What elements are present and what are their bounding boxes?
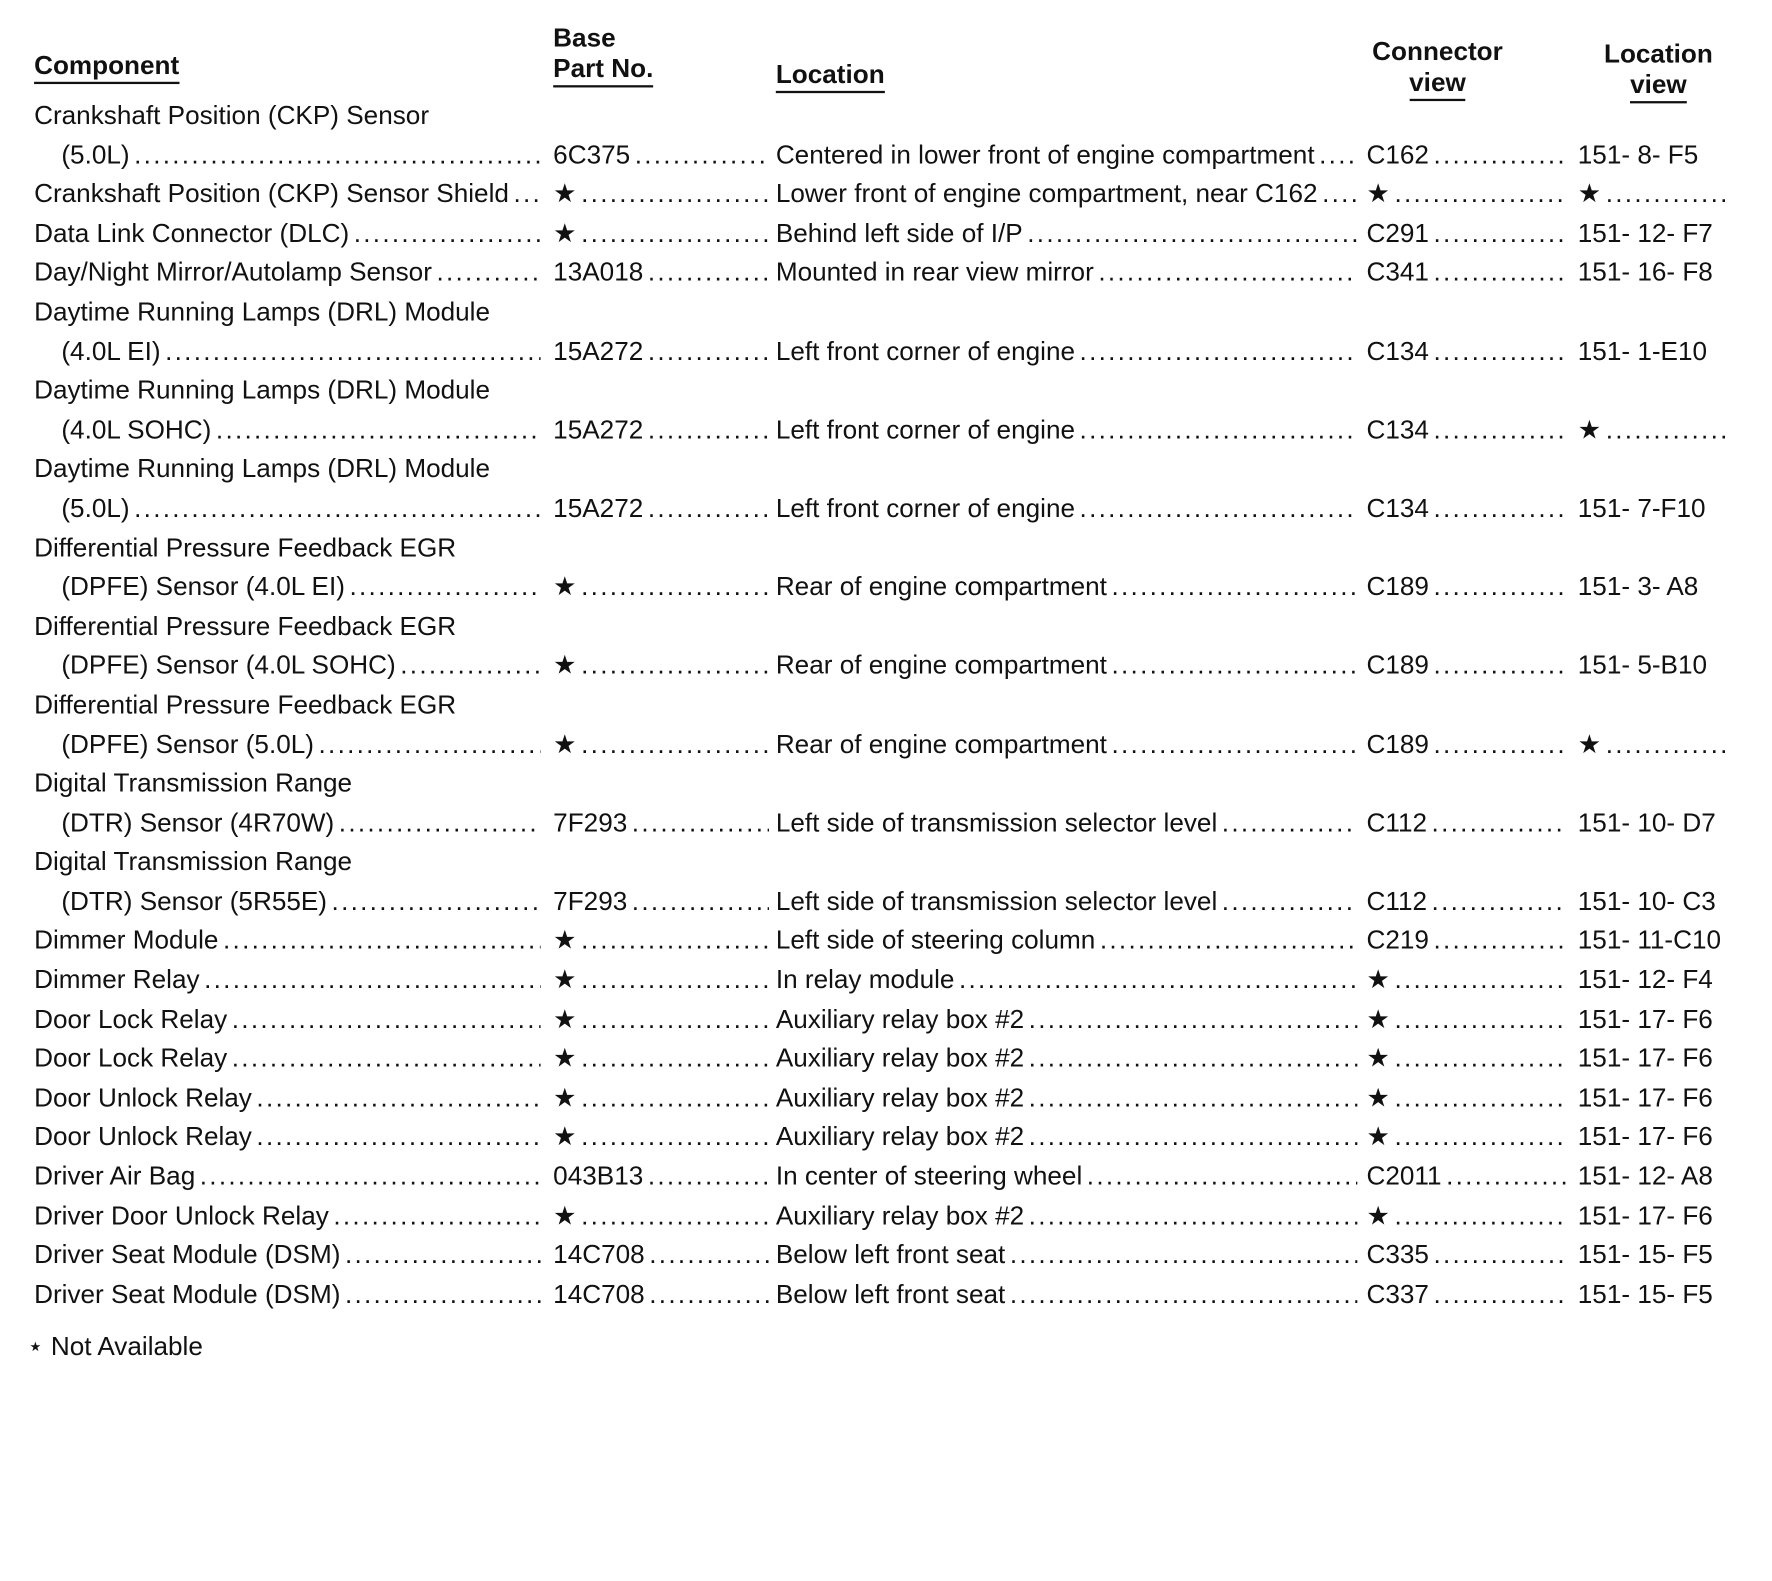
- dot-leader: [581, 724, 769, 763]
- location-view-cell: 151- 5-B10: [1577, 650, 1708, 680]
- location-view-cell: 151- 17- F6: [1577, 1200, 1713, 1230]
- header-location-view: Location view: [1602, 39, 1716, 104]
- component-cell: Daytime Running Lamps (DRL) Module: [34, 453, 491, 484]
- dot-leader: [1394, 1117, 1566, 1156]
- component-cell: Differential Pressure Feedback EGR: [34, 689, 457, 719]
- table-row: [0, 999, 1772, 1038]
- dot-leader: [333, 1196, 540, 1235]
- component-cell: Differential Pressure Feedback EGR: [34, 532, 457, 562]
- part-number-cell: ★ .....: [553, 921, 769, 960]
- dot-leader: [1433, 410, 1566, 449]
- location-cell: Rear of engine compartment .....: [776, 567, 1358, 606]
- dot-leader: [1446, 1156, 1566, 1195]
- connector-view-cell: ★ .....: [1366, 1078, 1566, 1117]
- component-cell: Driver Seat Module (DSM) .....: [34, 1235, 541, 1274]
- part-number-cell: 7F293 .....: [553, 881, 769, 920]
- dot-leader: [400, 646, 540, 685]
- table-row: [0, 292, 1772, 331]
- connector-view-cell: ★ .....: [1366, 999, 1566, 1038]
- dot-leader: [134, 135, 541, 174]
- dot-leader: [581, 174, 769, 213]
- dot-leader: [1433, 1235, 1566, 1274]
- dot-leader: [232, 1038, 541, 1077]
- table-row: [0, 960, 1772, 999]
- part-number-cell: ★ .....: [553, 724, 769, 763]
- dot-leader: [216, 410, 541, 449]
- dot-leader: [1606, 174, 1731, 213]
- connector-view-cell: ★ .....: [1366, 174, 1566, 213]
- location-view-cell: 151- 12- F4: [1577, 964, 1713, 994]
- dot-leader: [649, 1235, 769, 1274]
- dot-leader: [1433, 1274, 1566, 1313]
- table-row: [0, 1235, 1772, 1274]
- connector-view-cell: C112 .....: [1366, 881, 1566, 920]
- connector-view-cell: C341 .....: [1366, 253, 1566, 292]
- location-view-cell: 151- 3- A8: [1577, 571, 1699, 602]
- dot-leader: [1394, 174, 1566, 213]
- dot-leader: [1029, 1196, 1358, 1235]
- dot-leader: [345, 1235, 541, 1274]
- dot-leader: [1394, 1078, 1566, 1117]
- dot-leader: [339, 803, 541, 842]
- table-row: [0, 135, 1772, 174]
- part-number-cell: 6C375 .....: [553, 135, 769, 174]
- dot-leader: [1222, 803, 1358, 842]
- dot-leader: [165, 331, 541, 370]
- dot-leader: [345, 1274, 541, 1313]
- connector-view-cell: C134 .....: [1366, 488, 1566, 527]
- dot-leader: [1433, 213, 1566, 252]
- location-view-cell: 151- 16- F8: [1577, 257, 1713, 287]
- dot-leader: [959, 960, 1357, 999]
- dot-leader: [632, 881, 769, 920]
- table-row: [0, 1274, 1772, 1313]
- location-view-cell: 151- 15- F5: [1577, 1278, 1713, 1309]
- location-cell: Auxiliary relay box #2 .....: [776, 1117, 1358, 1156]
- dot-leader: [635, 135, 769, 174]
- location-view-cell: 151- 11-C10: [1577, 925, 1722, 955]
- dot-leader: [1029, 1078, 1358, 1117]
- component-cell: Day/Night Mirror/Autolamp Sensor .....: [34, 253, 541, 292]
- dot-leader: [332, 881, 541, 920]
- connector-view-cell: C337 .....: [1366, 1274, 1566, 1313]
- component-cell: Door Lock Relay .....: [34, 999, 541, 1038]
- component-table: [0, 95, 1772, 1313]
- table-row: [0, 1156, 1772, 1195]
- dot-leader: [513, 174, 540, 213]
- dot-leader: [1394, 999, 1566, 1038]
- table-row: [0, 1196, 1772, 1235]
- part-number-cell: ★ .....: [553, 567, 769, 606]
- table-row: [0, 1038, 1772, 1077]
- location-cell: Rear of engine compartment .....: [776, 724, 1358, 763]
- component-cell: Door Lock Relay .....: [34, 1038, 541, 1077]
- connector-view-cell: ★ .....: [1366, 1196, 1566, 1235]
- dot-leader: [204, 960, 541, 999]
- part-number-cell: 7F293 .....: [553, 803, 769, 842]
- table-row: [0, 763, 1772, 802]
- dot-leader: [581, 921, 769, 960]
- part-number-cell: ★ .....: [553, 960, 769, 999]
- component-cell: (4.0L SOHC) .....: [61, 410, 540, 449]
- component-cell: (DTR) Sensor (5R55E) .....: [61, 881, 540, 920]
- connector-view-cell: C219 .....: [1366, 921, 1566, 960]
- table-row: [0, 213, 1772, 252]
- component-cell: Dimmer Module .....: [34, 921, 541, 960]
- table-row: [0, 410, 1772, 449]
- dot-leader: [1029, 999, 1358, 1038]
- table-row: [0, 370, 1772, 409]
- part-number-cell: ★ .....: [553, 999, 769, 1038]
- table-row: [0, 1078, 1772, 1117]
- part-number-cell: ★ .....: [553, 1196, 769, 1235]
- location-view-cell: 151- 17- F6: [1577, 1043, 1713, 1073]
- location-cell: Centered in lower front of engine compartment .....: [776, 135, 1358, 174]
- dot-leader: [581, 999, 769, 1038]
- dot-leader: [1433, 567, 1566, 606]
- table-row: [0, 331, 1772, 370]
- table-row: [0, 842, 1772, 881]
- location-cell: Mounted in rear view mirror .....: [776, 253, 1358, 292]
- dot-leader: [1111, 567, 1357, 606]
- dot-leader: [581, 567, 769, 606]
- dot-leader: [632, 803, 769, 842]
- part-number-cell: 15A272 .....: [553, 488, 769, 527]
- part-number-cell: 15A272 .....: [553, 331, 769, 370]
- dot-leader: [1100, 921, 1358, 960]
- component-cell: Driver Air Bag .....: [34, 1156, 541, 1195]
- component-cell: Differential Pressure Feedback EGR: [34, 610, 457, 641]
- location-view-cell: 151- 7-F10: [1577, 492, 1706, 523]
- dot-leader: [648, 1156, 769, 1195]
- component-cell: (4.0L EI) .....: [61, 331, 540, 370]
- dot-leader: [581, 1117, 769, 1156]
- table-row: [0, 253, 1772, 292]
- dot-leader: [648, 253, 769, 292]
- connector-view-cell: C189 .....: [1366, 646, 1566, 685]
- part-number-cell: ★ .....: [553, 213, 769, 252]
- connector-view-cell: C291 .....: [1366, 213, 1566, 252]
- dot-leader: [1098, 253, 1357, 292]
- location-cell: Below left front seat .....: [776, 1274, 1358, 1313]
- dot-leader: [648, 488, 769, 527]
- dot-leader: [581, 213, 769, 252]
- location-view-cell: 151- 12- A8: [1577, 1160, 1713, 1191]
- location-view-cell: 151- 12- F7: [1577, 217, 1713, 248]
- component-cell: (DPFE) Sensor (4.0L SOHC) .....: [61, 646, 540, 685]
- dot-leader: [1394, 1196, 1566, 1235]
- header-connector-view: Connector view: [1366, 36, 1508, 101]
- table-row: [0, 95, 1772, 134]
- location-view-cell: 151- 17- F6: [1577, 1082, 1713, 1112]
- dot-leader: [1029, 1117, 1358, 1156]
- component-cell: (DPFE) Sensor (5.0L) .....: [61, 724, 540, 763]
- dot-leader: [319, 724, 541, 763]
- location-cell: Auxiliary relay box #2 .....: [776, 999, 1358, 1038]
- part-number-cell: ★ .....: [553, 1038, 769, 1077]
- location-cell: Left side of transmission selector level .....: [776, 881, 1358, 920]
- dot-leader: [648, 410, 769, 449]
- connector-view-cell: C112 .....: [1366, 803, 1566, 842]
- location-cell: Left front corner of engine .....: [776, 331, 1358, 370]
- dot-leader: [1606, 724, 1731, 763]
- dot-leader: [1433, 921, 1566, 960]
- dot-leader: [1087, 1156, 1358, 1195]
- location-cell: Lower front of engine compartment, near C162 .....: [776, 174, 1358, 213]
- location-view-cell: ★ .....: [1578, 724, 1731, 763]
- location-cell: Behind left side of I/P .....: [776, 213, 1358, 252]
- table-row: [0, 921, 1772, 960]
- header-location: Location: [776, 59, 885, 93]
- component-cell: Data Link Connector (DLC) .....: [34, 213, 541, 252]
- dot-leader: [1433, 646, 1566, 685]
- dot-leader: [1322, 174, 1357, 213]
- table-row: [0, 449, 1772, 488]
- table-row: [0, 1117, 1772, 1156]
- part-number-cell: ★ .....: [553, 646, 769, 685]
- component-cell: Daytime Running Lamps (DRL) Module: [34, 375, 491, 405]
- component-cell: Digital Transmission Range: [34, 846, 353, 877]
- connector-view-cell: ★ .....: [1366, 1117, 1566, 1156]
- dot-leader: [1010, 1235, 1358, 1274]
- part-number-cell: 15A272 .....: [553, 410, 769, 449]
- component-cell: Dimmer Relay .....: [34, 960, 541, 999]
- component-cell: Crankshaft Position (CKP) Sensor Shield .....: [34, 174, 541, 213]
- table-row: [0, 881, 1772, 920]
- component-cell: Driver Seat Module (DSM) .....: [34, 1274, 541, 1313]
- dot-leader: [200, 1156, 541, 1195]
- table-row: [0, 803, 1772, 842]
- component-cell: (DTR) Sensor (4R70W) .....: [61, 803, 540, 842]
- header-base-part-no: Base Part No.: [553, 23, 653, 88]
- connector-view-cell: ★ .....: [1366, 960, 1566, 999]
- location-cell: Auxiliary relay box #2 .....: [776, 1196, 1358, 1235]
- location-cell: In center of steering wheel .....: [776, 1156, 1358, 1195]
- component-cell: Driver Door Unlock Relay .....: [34, 1196, 541, 1235]
- location-view-cell: 151- 17- F6: [1577, 1121, 1713, 1152]
- component-cell: Door Unlock Relay .....: [34, 1078, 541, 1117]
- dot-leader: [1029, 1038, 1358, 1077]
- location-cell: Left side of transmission selector level .....: [776, 803, 1358, 842]
- dot-leader: [349, 567, 540, 606]
- dot-leader: [1080, 410, 1358, 449]
- dot-leader: [1222, 881, 1358, 920]
- dot-leader: [256, 1078, 540, 1117]
- dot-leader: [1433, 488, 1566, 527]
- part-number-cell: 13A018 .....: [553, 253, 769, 292]
- location-view-cell: 151- 17- F6: [1577, 1003, 1713, 1034]
- dot-leader: [1433, 135, 1566, 174]
- component-cell: Door Unlock Relay .....: [34, 1117, 541, 1156]
- table-row: [0, 724, 1772, 763]
- dot-leader: [648, 331, 769, 370]
- location-cell: Auxiliary relay box #2 .....: [776, 1078, 1358, 1117]
- connector-view-cell: C189 .....: [1366, 567, 1566, 606]
- dot-leader: [1394, 960, 1566, 999]
- dot-leader: [649, 1274, 769, 1313]
- part-number-cell: 043B13 .....: [553, 1156, 769, 1195]
- part-number-cell: ★ .....: [553, 1117, 769, 1156]
- location-cell: Left front corner of engine .....: [776, 488, 1358, 527]
- location-cell: Auxiliary relay box #2 .....: [776, 1038, 1358, 1077]
- connector-view-cell: C335 .....: [1366, 1235, 1566, 1274]
- part-number-cell: 14C708 .....: [553, 1235, 769, 1274]
- location-cell: Below left front seat .....: [776, 1235, 1358, 1274]
- location-view-cell: 151- 1-E10: [1577, 335, 1708, 366]
- dot-leader: [1606, 410, 1731, 449]
- location-cell: Left side of steering column .....: [776, 921, 1358, 960]
- component-cell: (5.0L) .....: [61, 135, 540, 174]
- component-cell: (DPFE) Sensor (4.0L EI) .....: [61, 567, 540, 606]
- location-view-cell: ★ .....: [1578, 174, 1731, 213]
- location-cell: Rear of engine compartment .....: [776, 646, 1358, 685]
- dot-leader: [1394, 1038, 1566, 1077]
- dot-leader: [581, 1078, 769, 1117]
- dot-leader: [1433, 331, 1566, 370]
- location-view-cell: 151- 10- D7: [1577, 807, 1716, 837]
- dot-leader: [1432, 803, 1567, 842]
- dot-leader: [354, 213, 541, 252]
- dot-leader: [1027, 213, 1357, 252]
- dot-leader: [1111, 724, 1357, 763]
- connector-view-cell: C2011 .....: [1366, 1156, 1566, 1195]
- part-number-cell: 14C708 .....: [553, 1274, 769, 1313]
- connector-view-cell: C134 .....: [1366, 331, 1566, 370]
- dot-leader: [134, 488, 541, 527]
- dot-leader: [436, 253, 540, 292]
- dot-leader: [581, 1196, 769, 1235]
- component-cell: Digital Transmission Range: [34, 767, 353, 798]
- location-view-cell: 151- 15- F5: [1577, 1239, 1713, 1270]
- table-row: [0, 685, 1772, 724]
- footnote-not-available: ⋆ Not Available: [27, 1331, 203, 1361]
- table-row: [0, 528, 1772, 567]
- dot-leader: [232, 999, 541, 1038]
- dot-leader: [581, 960, 769, 999]
- part-number-cell: ★ .....: [553, 174, 769, 213]
- dot-leader: [1433, 724, 1566, 763]
- dot-leader: [1010, 1274, 1358, 1313]
- location-view-cell: 151- 8- F5: [1577, 139, 1699, 169]
- dot-leader: [581, 646, 769, 685]
- connector-view-cell: ★ .....: [1366, 1038, 1566, 1077]
- dot-leader: [1080, 331, 1358, 370]
- location-cell: Left front corner of engine .....: [776, 410, 1358, 449]
- component-cell: (5.0L) .....: [61, 488, 540, 527]
- dot-leader: [1432, 881, 1567, 920]
- connector-view-cell: C134 .....: [1366, 410, 1566, 449]
- header-component: Component: [34, 50, 179, 84]
- table-row: [0, 646, 1772, 685]
- connector-view-cell: C189 .....: [1366, 724, 1566, 763]
- location-view-cell: ★ .....: [1578, 410, 1731, 449]
- dot-leader: [1433, 253, 1566, 292]
- dot-leader: [1319, 135, 1357, 174]
- part-number-cell: ★ .....: [553, 1078, 769, 1117]
- table-row: [0, 488, 1772, 527]
- connector-view-cell: C162 .....: [1366, 135, 1566, 174]
- table-row: [0, 174, 1772, 213]
- dot-leader: [256, 1117, 540, 1156]
- table-row: [0, 606, 1772, 645]
- dot-leader: [223, 921, 541, 960]
- dot-leader: [1111, 646, 1357, 685]
- component-cell: Daytime Running Lamps (DRL) Module: [34, 296, 491, 326]
- location-view-cell: 151- 10- C3: [1577, 885, 1716, 916]
- table-row: [0, 567, 1772, 606]
- component-cell: Crankshaft Position (CKP) Sensor: [34, 99, 430, 130]
- dot-leader: [581, 1038, 769, 1077]
- location-cell: In relay module .....: [776, 960, 1358, 999]
- dot-leader: [1080, 488, 1358, 527]
